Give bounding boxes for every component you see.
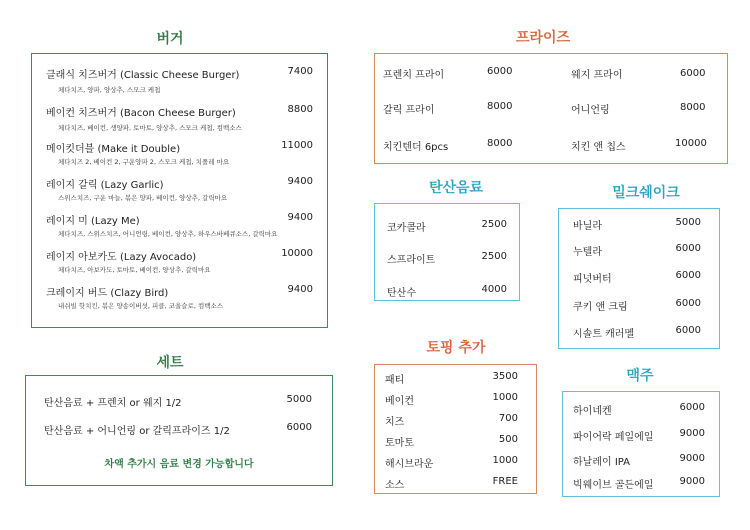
soda-item-name: 코카콜라 xyxy=(387,223,426,234)
fries-title: 프라이즈 xyxy=(515,30,571,46)
topping-item-name: 치즈 xyxy=(385,417,405,428)
burger-title: 버거 xyxy=(156,31,184,47)
topping-item-name: 해시브라운 xyxy=(385,459,434,470)
beer-item-name: 하이네켄 xyxy=(573,406,612,417)
fries-item-price: 8000 xyxy=(680,102,706,113)
burger-item xyxy=(46,66,313,94)
burger-item-name: 베이컨 치즈버거 (Bacon Cheese Burger) xyxy=(46,108,236,119)
milkshake-item-price: 6000 xyxy=(675,325,701,336)
burger-item-name: 클래식 치즈버거 (Classic Cheese Burger) xyxy=(46,70,240,81)
burger-item xyxy=(46,140,313,166)
set-box xyxy=(25,375,333,486)
set-item-name: 탄산음료 + 어니언링 or 갈릭프라이즈 1/2 xyxy=(44,426,230,437)
burger-item xyxy=(46,176,313,202)
beer-item-price: 9000 xyxy=(679,476,705,487)
soda-item-name: 탄산수 xyxy=(387,288,416,299)
topping-item-price: 3500 xyxy=(492,371,518,382)
fries-item-name: 프렌치 프라이 xyxy=(383,70,445,81)
burger-item xyxy=(46,212,313,238)
topping-item-name: 토마토 xyxy=(385,438,414,449)
fries-item-price: 8000 xyxy=(487,101,513,112)
burger-item-desc: 내쉬빌 핫치킨, 볶은 양송이버섯, 피클, 코울슬로, 컴백소스 xyxy=(58,302,224,310)
milkshake-item-name: 시솔트 캐러멜 xyxy=(573,329,635,340)
milkshake-box xyxy=(558,208,720,349)
burger-item-desc: 체다치즈, 스위스치즈, 어니언링, 베이컨, 양상추, 하우스바베큐소스, 갈릭마요 xyxy=(58,230,278,238)
burger-item xyxy=(46,104,313,132)
milkshake-item-price: 6000 xyxy=(675,298,701,309)
topping-item-name: 패티 xyxy=(385,375,405,386)
milkshake-title: 밀크쉐이크 xyxy=(612,185,680,201)
soda-title: 탄산음료 xyxy=(428,180,484,196)
burger-item-price: 10000 xyxy=(281,248,313,259)
burger-item-desc: 체다치즈, 양파, 양상추, 스모크 케첩 xyxy=(58,86,161,94)
topping-item-price: 1000 xyxy=(492,455,518,466)
burger-item-desc: 스위스치즈, 구운 마늘, 볶은 양파, 베이컨, 양상추, 갈릭마요 xyxy=(58,194,228,202)
milkshake-item-name: 피넛버터 xyxy=(573,274,612,285)
burger-item-name: 레이지 갈릭 (Lazy Garlic) xyxy=(46,180,164,191)
fries-box xyxy=(374,53,728,164)
fries-item-price: 6000 xyxy=(680,68,706,79)
set-note: 차액 추가시 음료 변경 가능합니다 xyxy=(104,459,254,470)
milkshake-item-price: 5000 xyxy=(675,217,701,228)
beer-item-name: 하날레이 IPA xyxy=(573,457,630,468)
beer-box xyxy=(562,391,720,497)
burger-item-price: 9400 xyxy=(287,284,313,295)
fries-item-price: 8000 xyxy=(487,138,513,149)
burger-item-desc: 체다치즈, 베이컨, 생양파, 토마토, 양상추, 스모크 케첩, 컴백소스 xyxy=(58,124,242,132)
topping-item-price: FREE xyxy=(492,476,518,487)
burger-item-name: 레이지 아보카도 (Lazy Avocado) xyxy=(46,252,197,263)
set-item-name: 탄산음료 + 프렌치 or 웨지 1/2 xyxy=(44,398,182,409)
milkshake-item-price: 6000 xyxy=(675,243,701,254)
milkshake-item-name: 바닐라 xyxy=(573,221,602,232)
burger-item-price: 7400 xyxy=(287,66,313,77)
set-item-price: 5000 xyxy=(286,394,312,405)
burger-item-name: 크레이지 버드 (Clazy Bird) xyxy=(46,288,169,299)
beer-item-price: 9000 xyxy=(679,428,705,439)
topping-item-name: 소스 xyxy=(385,480,405,491)
fries-item-name: 치킨텐더 6pcs xyxy=(383,142,449,153)
beer-title: 맥주 xyxy=(626,368,654,384)
topping-title: 토핑 추가 xyxy=(426,340,486,356)
burger-item-name: 메이킷더블 (Make it Double) xyxy=(46,144,181,155)
topping-box xyxy=(374,364,537,494)
topping-item-price: 1000 xyxy=(492,392,518,403)
burger-item-price: 9400 xyxy=(287,212,313,223)
fries-item-name: 치킨 앤 칩스 xyxy=(571,142,626,153)
topping-item-name: 베이컨 xyxy=(385,396,414,407)
beer-item-name: 빅웨이브 골든에일 xyxy=(573,480,654,491)
fries-item-name: 웨지 프라이 xyxy=(571,70,623,81)
set-item-price: 6000 xyxy=(286,422,312,433)
fries-item-name: 어니언링 xyxy=(571,105,610,116)
milkshake-item-price: 6000 xyxy=(675,270,701,281)
soda-item-price: 2500 xyxy=(481,251,507,262)
fries-item-price: 6000 xyxy=(487,66,513,77)
burger-item-price: 8800 xyxy=(287,104,313,115)
fries-item-name: 갈릭 프라이 xyxy=(383,105,435,116)
burger-box xyxy=(31,53,328,328)
beer-item-price: 9000 xyxy=(679,453,705,464)
burger-item xyxy=(46,248,313,274)
burger-item-name: 레이지 미 (Lazy Me) xyxy=(46,216,140,227)
milkshake-item-name: 쿠키 앤 크림 xyxy=(573,302,628,313)
soda-item-price: 4000 xyxy=(481,284,507,295)
soda-item-name: 스프라이트 xyxy=(387,255,436,266)
milkshake-item-name: 누텔라 xyxy=(573,247,602,258)
soda-item-price: 2500 xyxy=(481,219,507,230)
burger-item-desc: 체다치즈, 아보카도, 토마토, 베이컨, 양상추, 갈릭마요 xyxy=(58,266,211,274)
burger-item-desc: 체다치즈 2, 베이컨 2, 구운양파 2, 스모크 케첩, 치폴레 마요 xyxy=(58,158,230,166)
burger-item xyxy=(46,284,313,310)
burger-item-price: 9400 xyxy=(287,176,313,187)
topping-item-price: 700 xyxy=(498,413,518,424)
topping-item-price: 500 xyxy=(498,434,518,445)
beer-item-name: 파이어락 페일에일 xyxy=(573,432,654,443)
set-title: 세트 xyxy=(156,355,184,371)
soda-box xyxy=(374,203,520,301)
burger-item-price: 11000 xyxy=(281,140,313,151)
beer-item-price: 6000 xyxy=(679,402,705,413)
fries-item-price: 10000 xyxy=(675,138,707,149)
